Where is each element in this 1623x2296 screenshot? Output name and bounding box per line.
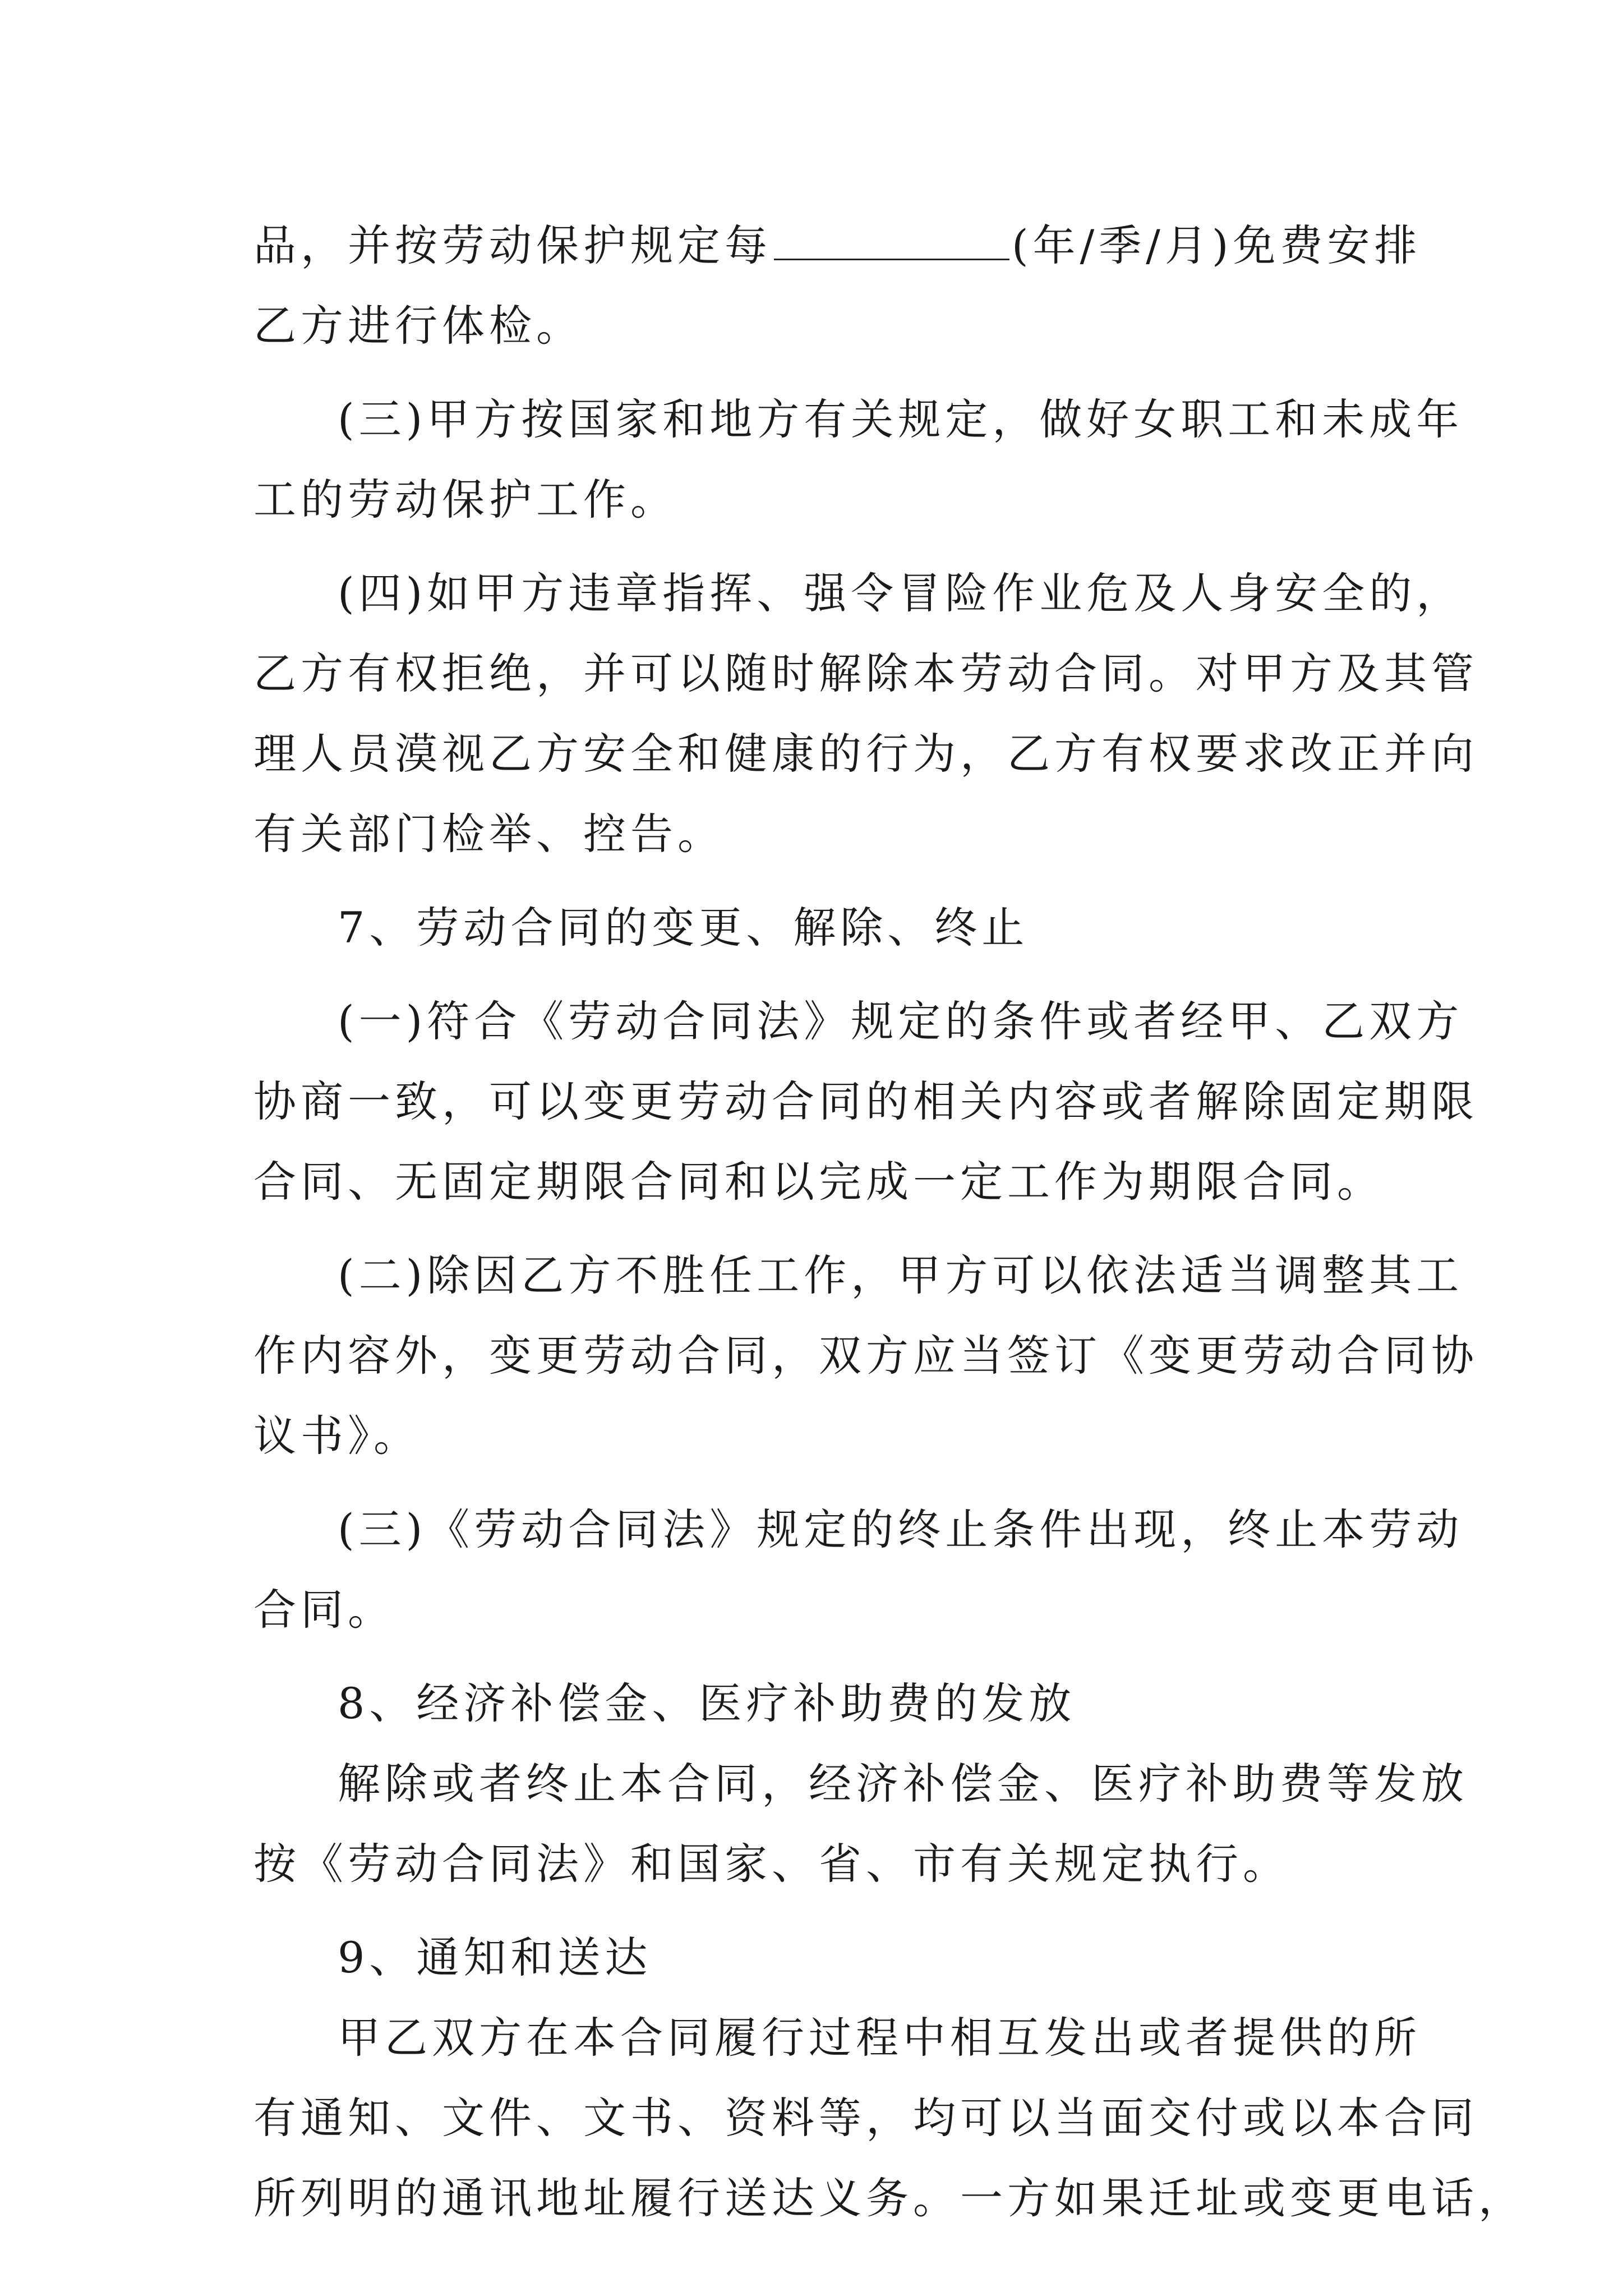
paragraph-line: 乙方进行体检。: [253, 301, 583, 351]
paragraph-line: 所列明的通讯地址履行送达义务。一方如果迁址或变更电话，: [253, 2173, 1525, 2223]
paragraph-line: 按《劳动合同法》和国家、省、市有关规定执行。: [253, 1839, 1290, 1889]
paragraph-line: 协商一致，可以变更劳动合同的相关内容或者解除固定期限: [253, 1076, 1478, 1126]
paragraph-line: 乙方有权拒绝，并可以随时解除本劳动合同。对甲方及其管: [253, 648, 1478, 698]
paragraph-line: 合同。: [253, 1585, 395, 1635]
line-text: 品，并按劳动保护规定每: [253, 220, 772, 270]
paragraph-line: 甲乙双方在本合同履行过程中相互发出或者提供的所: [338, 2013, 1421, 2063]
paragraph-line: 理人员漠视乙方安全和健康的行为，乙方有权要求改正并向: [253, 729, 1478, 779]
paragraph-line: 有通知、文件、文书、资料等，均可以当面交付或以本合同: [253, 2093, 1478, 2143]
section-heading: 7、劳动合同的变更、解除、终止: [338, 903, 1029, 953]
section-heading: 8、经济补偿金、医疗补助费的发放: [338, 1678, 1076, 1728]
section-heading: 9、通知和送达: [338, 1932, 652, 1982]
paragraph-line: 有关部门检举、控告。: [253, 809, 725, 859]
line-text: (年/季/月)免费安排: [1012, 220, 1422, 270]
clause-heading: (三)甲方按国家和地方有关规定，做好女职工和未成年: [338, 394, 1464, 444]
document-body: [253, 212, 1525, 2245]
clause-heading: (三)《劳动合同法》规定的终止条件出现，终止本劳动: [338, 1504, 1464, 1554]
paragraph-line: 作内容外，变更劳动合同，双方应当签订《变更劳动合同协: [253, 1331, 1478, 1381]
fill-in-blank: [774, 215, 1009, 260]
clause-heading: (四)如甲方违章指挥、强令冒险作业危及人身安全的，: [338, 568, 1464, 618]
paragraph-line: [253, 212, 1422, 292]
paragraph-line: 解除或者终止本合同，经济补偿金、医疗补助费等发放: [338, 1759, 1468, 1809]
clause-heading: (一)符合《劳动合同法》规定的条件或者经甲、乙双方: [338, 996, 1464, 1046]
paragraph-line: 工的劳动保护工作。: [253, 475, 677, 524]
clause-heading: (二)除因乙方不胜任工作，甲方可以依法适当调整其工: [338, 1250, 1464, 1300]
paragraph-line: 议书》。: [253, 1411, 421, 1461]
paragraph-line: 合同、无固定期限合同和以完成一定工作为期限合同。: [253, 1157, 1384, 1207]
